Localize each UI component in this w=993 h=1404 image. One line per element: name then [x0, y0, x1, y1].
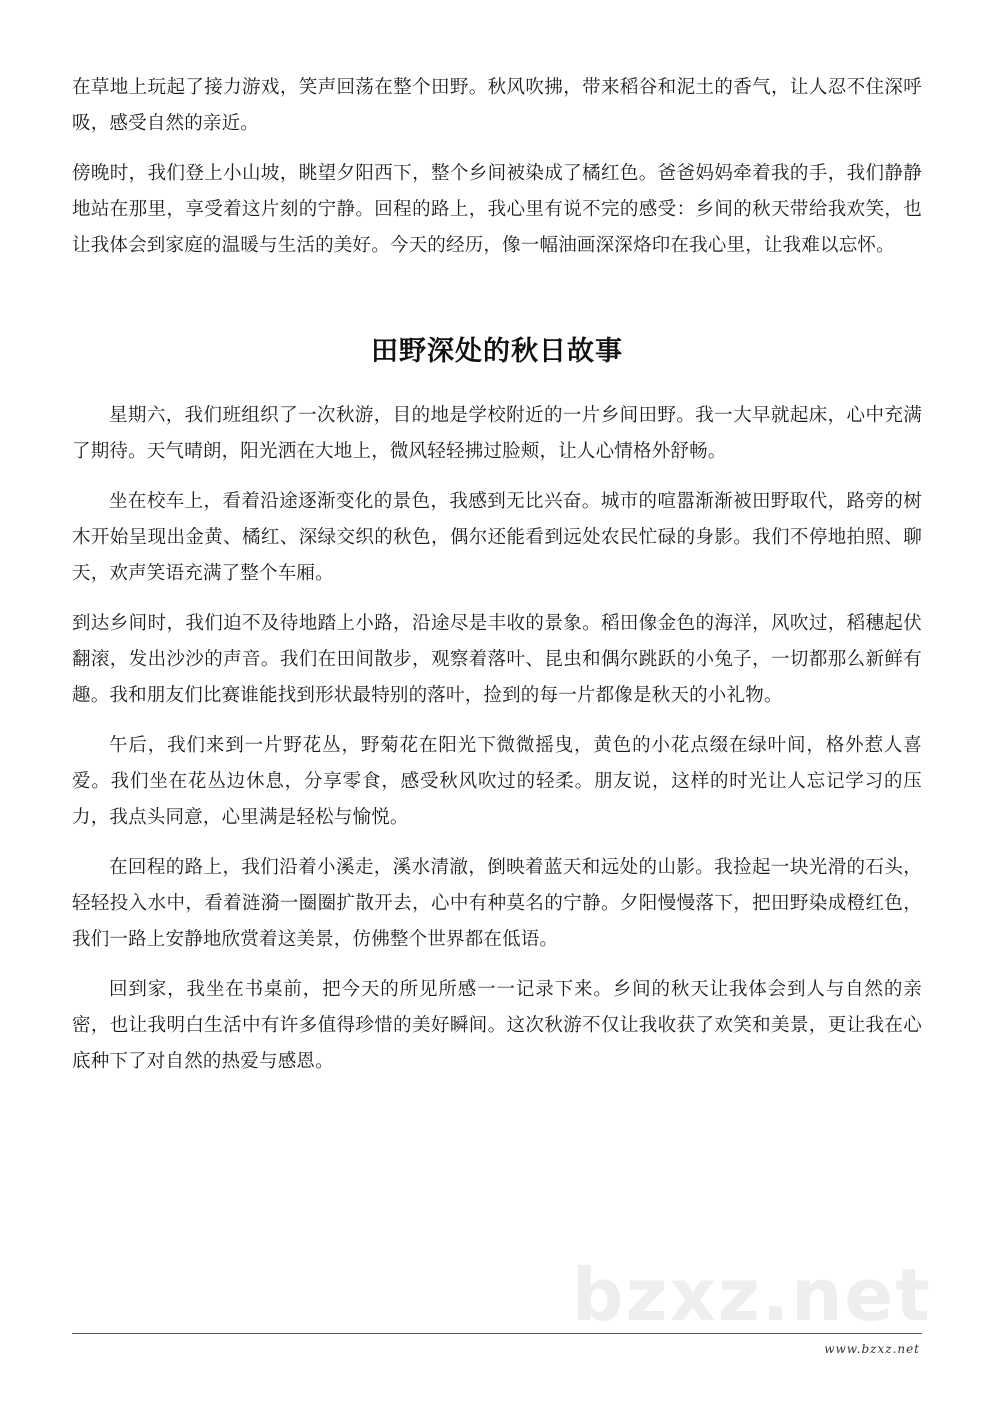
essay-paragraph-4: 午后，我们来到一片野花丛，野菊花在阳光下微微摇曳，黄色的小花点缀在绿叶间，格外惹人喜爱。我们坐在花丛边休息，分享零食，感受秋风吹过的轻柔。朋友说，这样的时光让人忘记学习的压力，我点头同意，心里满是轻松与愉悦。 — [72, 735, 922, 828]
essay-title: 田野深处的秋日故事 — [371, 336, 623, 367]
watermark-logo: bzxz.net — [572, 1253, 932, 1337]
footer-url: www.bzxz.net — [824, 1342, 920, 1356]
essay-paragraph-1: 星期六，我们班组织了一次秋游，目的地是学校附近的一片乡间田野。我一大早就起床，心中充满了期待。天气晴朗，阳光洒在大地上，微风轻轻拂过脸颊，让人心情格外舒畅。 — [72, 405, 922, 462]
essay-paragraph-3: 到达乡间时，我们迫不及待地踏上小路，沿途尽是丰收的景象。稻田像金色的海洋，风吹过，稻穗起伏翻滚，发出沙沙的声音。我们在田间散步，观察着落叶、昆虫和偶尔跳跃的小兔子，一切都那么新鲜有趣。我和朋友们比赛谁能找到形状最特别的落叶，捡到的每一片都像是秋天的小礼物。 — [72, 613, 922, 706]
continuation-paragraph-1: 在草地上玩起了接力游戏，笑声回荡在整个田野。秋风吹拂，带来稻谷和泥土的香气，让人忍不住深呼吸，感受自然的亲近。 — [72, 77, 922, 134]
essay-paragraph-6: 回到家，我坐在书桌前，把今天的所见所感一一记录下来。乡间的秋天让我体会到人与自然的亲密，也让我明白生活中有许多值得珍惜的美好瞬间。这次秋游不仅让我收获了欢笑和美景，更让我在心底种下了对自然的热爱与感恩。 — [72, 979, 922, 1072]
essay-paragraph-2: 坐在校车上，看着沿途逐渐变化的景色，我感到无比兴奋。城市的喧嚣渐渐被田野取代，路旁的树木开始呈现出金黄、橘红、深绿交织的秋色，偶尔还能看到远处农民忙碌的身影。我们不停地拍照、聊天，欢声笑语充满了整个车厢。 — [72, 491, 922, 584]
document-page — [72, 70, 922, 1094]
continuation-paragraph-2: 傍晚时，我们登上小山坡，眺望夕阳西下，整个乡间被染成了橘红色。爸爸妈妈牵着我的手，我们静静地站在那里，享受着这片刻的宁静。回程的路上，我心里有说不完的感受：乡间的秋天带给我欢笑，也让我体会到家庭的温暖与生活的美好。今天的经历，像一幅油画深深烙印在我心里，让我难以忘怀。 — [72, 163, 922, 256]
essay-paragraph-5: 在回程的路上，我们沿着小溪走，溪水清澈，倒映着蓝天和远处的山影。我捡起一块光滑的石头，轻轻投入水中，看着涟漪一圈圈扩散开去，心中有种莫名的宁静。夕阳慢慢落下，把田野染成橙红色，我们一路上安静地欣赏着这美景，仿佛整个世界都在低语。 — [72, 857, 922, 950]
footer-divider — [72, 1333, 922, 1334]
